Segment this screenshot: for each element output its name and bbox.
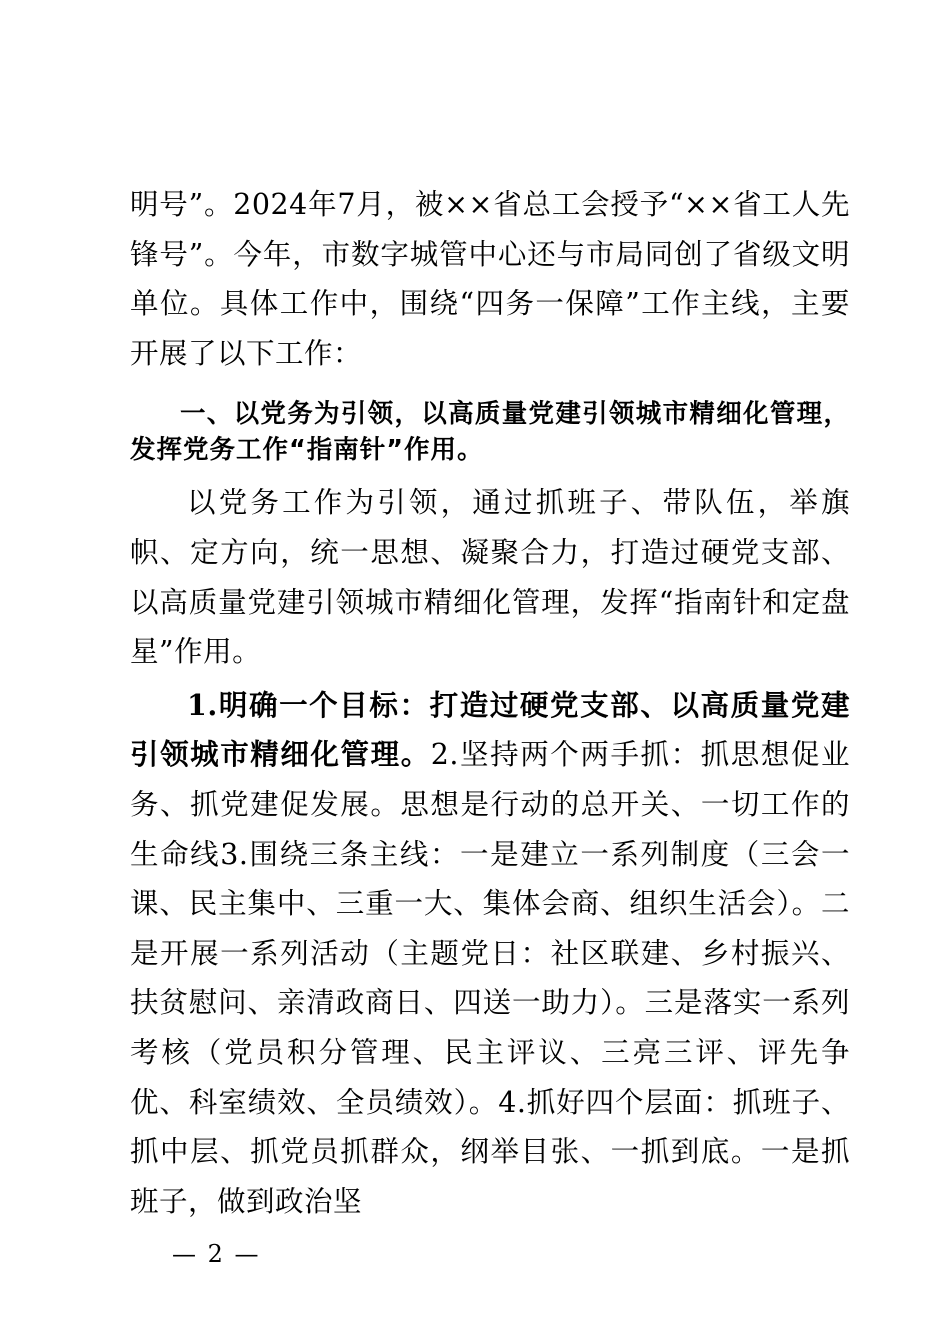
section-heading: 一、以党务为引领，以高质量党建引领城市精细化管理，发挥党务工作“指南针”作用。 — [130, 399, 850, 466]
points-paragraph — [130, 681, 850, 1227]
intro-paragraph: 明号”。2024年7月，被××省总工会授予“××省工人先锋号”。今年，市数字城管中心还与市局同创了省级文明单位。具体工作中，围绕“四务一保障”工作主线，主要开展了以下工作： — [130, 188, 850, 370]
point-rest-text: 2.坚持两个两手抓：抓思想促业务、抓党建促发展。思想是行动的总开关、一切工作的生命线3.围绕三条主线：一是建立一系列制度（三会一课、民主集中、三重一大、集体会商、组织生活会）。二是开展一系列活动（主题党日：社区联建、乡村振兴、扶贫慰问、亲清政商日、四送一助力）。三是落实一系列考核（党员积分管理、民主评议、三亮三评、评先争优、科室绩效、全员绩效）。4.抓好四个层面：抓班子、抓中层、抓党员抓群众，纲举目张、一抓到底。一是抓班子，做到政治坚 — [130, 738, 850, 1218]
page-number: — 2 — — [172, 1240, 261, 1268]
document-body — [130, 180, 850, 1226]
section-body-paragraph: 以党务工作为引领，通过抓班子、带队伍，举旗帜、定方向，统一思想、凝聚合力，打造过硬党支部、以高质量党建引领城市精细化管理，发挥“指南针和定盘星”作用。 — [130, 486, 850, 669]
point-lead-text: 1.明确一个目标：打造过硬党支部、以高质量党建引领城市精细化管理。 — [130, 687, 850, 772]
